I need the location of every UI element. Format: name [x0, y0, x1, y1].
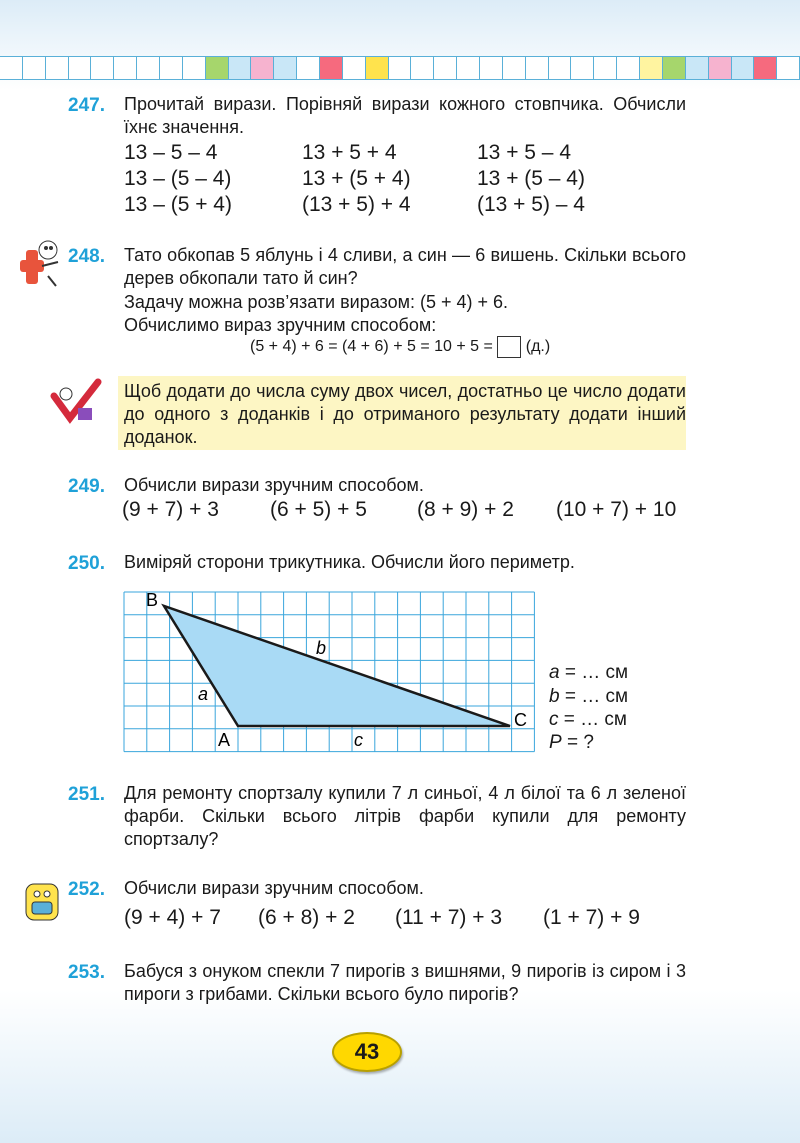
vertex-b-label: B [146, 590, 159, 610]
strip-cell [205, 56, 229, 80]
strip-cell [479, 56, 503, 80]
ex247-col3-row3: (13 + 5) – 4 [477, 193, 585, 216]
page-number-badge [332, 1032, 402, 1072]
strip-cell [273, 56, 297, 80]
ex252-expr-4: (1 + 7) + 9 [543, 906, 640, 929]
strip-cell [228, 56, 252, 80]
strip-cell [731, 56, 755, 80]
ex247-col2-row2: 13 + (5 + 4) [302, 167, 411, 190]
exercise-248-text: Тато обкопав 5 яблунь і 4 сливи, а син — 6 вишень. Скільки всього дерев обкопали тато й син? [124, 245, 686, 288]
answer-box[interactable] [497, 336, 521, 358]
strip-cell [708, 56, 732, 80]
exercise-249-text: Обчисли вирази зручним способом. [124, 475, 424, 495]
vertex-a-label: A [218, 730, 231, 750]
strip-cell [616, 56, 640, 80]
exercise-248-number: 248. [68, 246, 105, 267]
exercise-248-line3: Обчислимо вираз зручним способом: [124, 315, 437, 335]
strip-cell [68, 56, 92, 80]
exercise-247-number: 247. [68, 95, 105, 116]
ex247-col1-row3: 13 – (5 + 4) [124, 193, 232, 216]
decorative-strip [0, 56, 800, 82]
answer-p: P = ? [549, 732, 594, 753]
exercise-253-number: 253. [68, 962, 105, 983]
strip-cell [296, 56, 320, 80]
strip-cell [433, 56, 457, 80]
strip-cell [662, 56, 686, 80]
exercise-252-number: 252. [68, 879, 105, 900]
exercise-250-number: 250. [68, 553, 105, 574]
strip-cell [548, 56, 572, 80]
strip-cell [250, 56, 274, 80]
strip-cell [113, 56, 137, 80]
ex247-col1-row2: 13 – (5 – 4) [124, 167, 232, 190]
side-a-label: a [198, 684, 209, 704]
math-character-icon [20, 236, 64, 288]
strip-cell [639, 56, 663, 80]
strip-cell [570, 56, 594, 80]
side-b-label: b [316, 638, 327, 658]
strip-cell [90, 56, 114, 80]
vertex-c-label: C [514, 710, 527, 730]
answer-c: c = … см [549, 709, 627, 730]
ex252-expr-1: (9 + 4) + 7 [124, 906, 221, 929]
strip-cell [342, 56, 366, 80]
strip-cell [593, 56, 617, 80]
strip-cell [456, 56, 480, 80]
ex249-expr-4: (10 + 7) + 10 [556, 498, 677, 521]
rule-text: Щоб додати до числа суму двох чисел, достатньо це число додати до одного з доданків і до отриманого результату додати інший доданок. [124, 381, 686, 447]
side-c-label: c [354, 730, 363, 750]
triangle-abc [164, 606, 510, 726]
exercise-253-text: Бабуся з онуком спекли 7 пирогів з вишнями, 9 пирогів із сиром і 3 пироги з грибами. Скільки всього було пирогів? [124, 961, 686, 1004]
ex247-col2-row3: (13 + 5) + 4 [302, 193, 411, 216]
exercise-248-formula-line [250, 336, 550, 358]
ex247-col2-row1: 13 + 5 + 4 [302, 141, 397, 164]
answer-a: a = … см [549, 662, 629, 683]
strip-cell [319, 56, 343, 80]
ex252-expr-3: (11 + 7) + 3 [395, 906, 503, 929]
backpack-character-icon [20, 876, 64, 924]
strip-cell [365, 56, 389, 80]
strip-cell [22, 56, 46, 80]
exercise-248-unit: (д.) [525, 338, 551, 356]
strip-cell [502, 56, 526, 80]
page-number: 43 [354, 1039, 380, 1064]
exercise-252-text: Обчисли вирази зручним способом. [124, 878, 424, 898]
checkmark-character-icon [50, 378, 102, 424]
ex249-expr-3: (8 + 9) + 2 [417, 498, 514, 521]
strip-cell [410, 56, 434, 80]
ex247-col3-row2: 13 + (5 – 4) [477, 167, 585, 190]
ex247-col1-row1: 13 – 5 – 4 [124, 141, 218, 164]
exercise-248-line2: Задачу можна розв’язати виразом: (5 + 4) + 6. [124, 292, 509, 312]
strip-cell [0, 56, 23, 80]
exercise-249-number: 249. [68, 476, 105, 497]
strip-cell [525, 56, 549, 80]
strip-cell [388, 56, 412, 80]
strip-cell [182, 56, 206, 80]
exercise-251-number: 251. [68, 784, 105, 805]
ex249-expr-1: (9 + 7) + 3 [122, 498, 219, 521]
strip-cell [45, 56, 69, 80]
exercise-250-text: Виміряй сторони трикутника. Обчисли його периметр. [124, 552, 575, 572]
exercise-251-text: Для ремонту спортзалу купили 7 л синьої, 4 л білої та 6 л зеленої фарби. Скільки всього літрів фарби купили для ремонту спортзалу? [124, 783, 686, 849]
strip-cell [776, 56, 800, 80]
strip-cell [753, 56, 777, 80]
strip-cell [136, 56, 160, 80]
triangle-grid-figure [118, 586, 542, 756]
ex247-col3-row1: 13 + 5 – 4 [477, 141, 571, 164]
strip-cell [685, 56, 709, 80]
answer-b: b = … см [549, 686, 629, 707]
ex252-expr-2: (6 + 8) + 2 [258, 906, 355, 929]
strip-cell [159, 56, 183, 80]
exercise-247-text: Прочитай вирази. Порівняй вирази кожного стовпчика. Обчисли їхнє значення. [124, 94, 686, 137]
ex249-expr-2: (6 + 5) + 5 [270, 498, 367, 521]
exercise-248-formula: (5 + 4) + 6 = (4 + 6) + 5 = 10 + 5 = [250, 338, 493, 356]
